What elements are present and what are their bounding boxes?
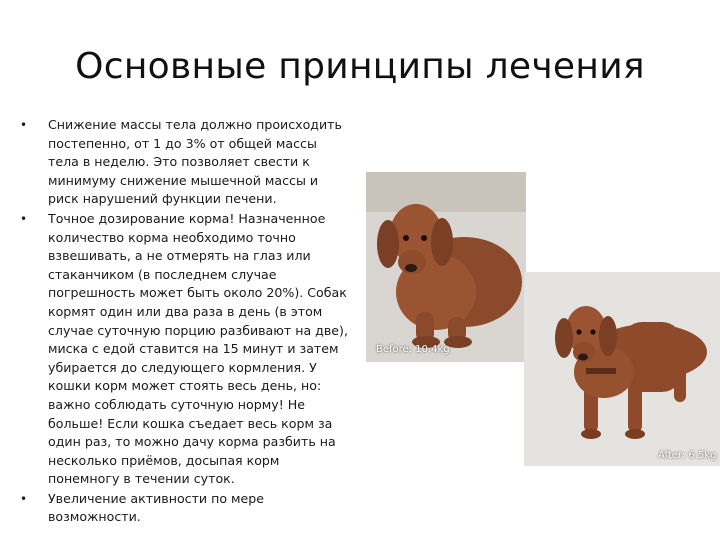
bullet-marker: • <box>20 211 28 226</box>
bullet-item <box>20 116 350 209</box>
after-caption: After: 6.5kg <box>658 450 717 461</box>
bullet-item <box>20 490 350 527</box>
slide-title: Основные принципы лечения <box>75 46 645 87</box>
bullet-text: Точное дозирование корма! Назначенное количество корма необходимо точно взвешивать, а не отмерять на глаз или стаканчиком (в последнем случае погрешность может быть около 20%). Собак кормят один или два раза в день (в этом случае суточную порцию разбивают на две), миска с едой ставится на 15 минут и затем убирается до следующего кормления. У кошки корм может стоять весь день, но: важно соблюдать суточную норму! Не больше! Если кошка съедает весь корм за один раз, то можно дачу корма разбить на несколько приёмов, досыпая корм понемногу в течении суток. <box>48 210 348 487</box>
before-photo <box>366 172 526 362</box>
bullet-marker: • <box>20 118 28 132</box>
bullet-item <box>20 210 350 489</box>
dachshund-after-image <box>524 272 720 466</box>
bullet-text: Снижение массы тела должно происходить постепенно, от 1 до 3% от общей массы тела в неделю. Это позволяет свести к минимуму снижение мышечной массы и риск нарушений функции печени. <box>48 117 342 207</box>
bullet-list <box>20 116 350 528</box>
bullet-text: Увеличение активности по мере возможности. <box>48 490 265 525</box>
after-photo <box>524 272 720 466</box>
dachshund-before-image <box>366 172 526 362</box>
bullet-marker: • <box>20 491 28 506</box>
before-caption: Before: 10.4kg <box>376 344 450 355</box>
